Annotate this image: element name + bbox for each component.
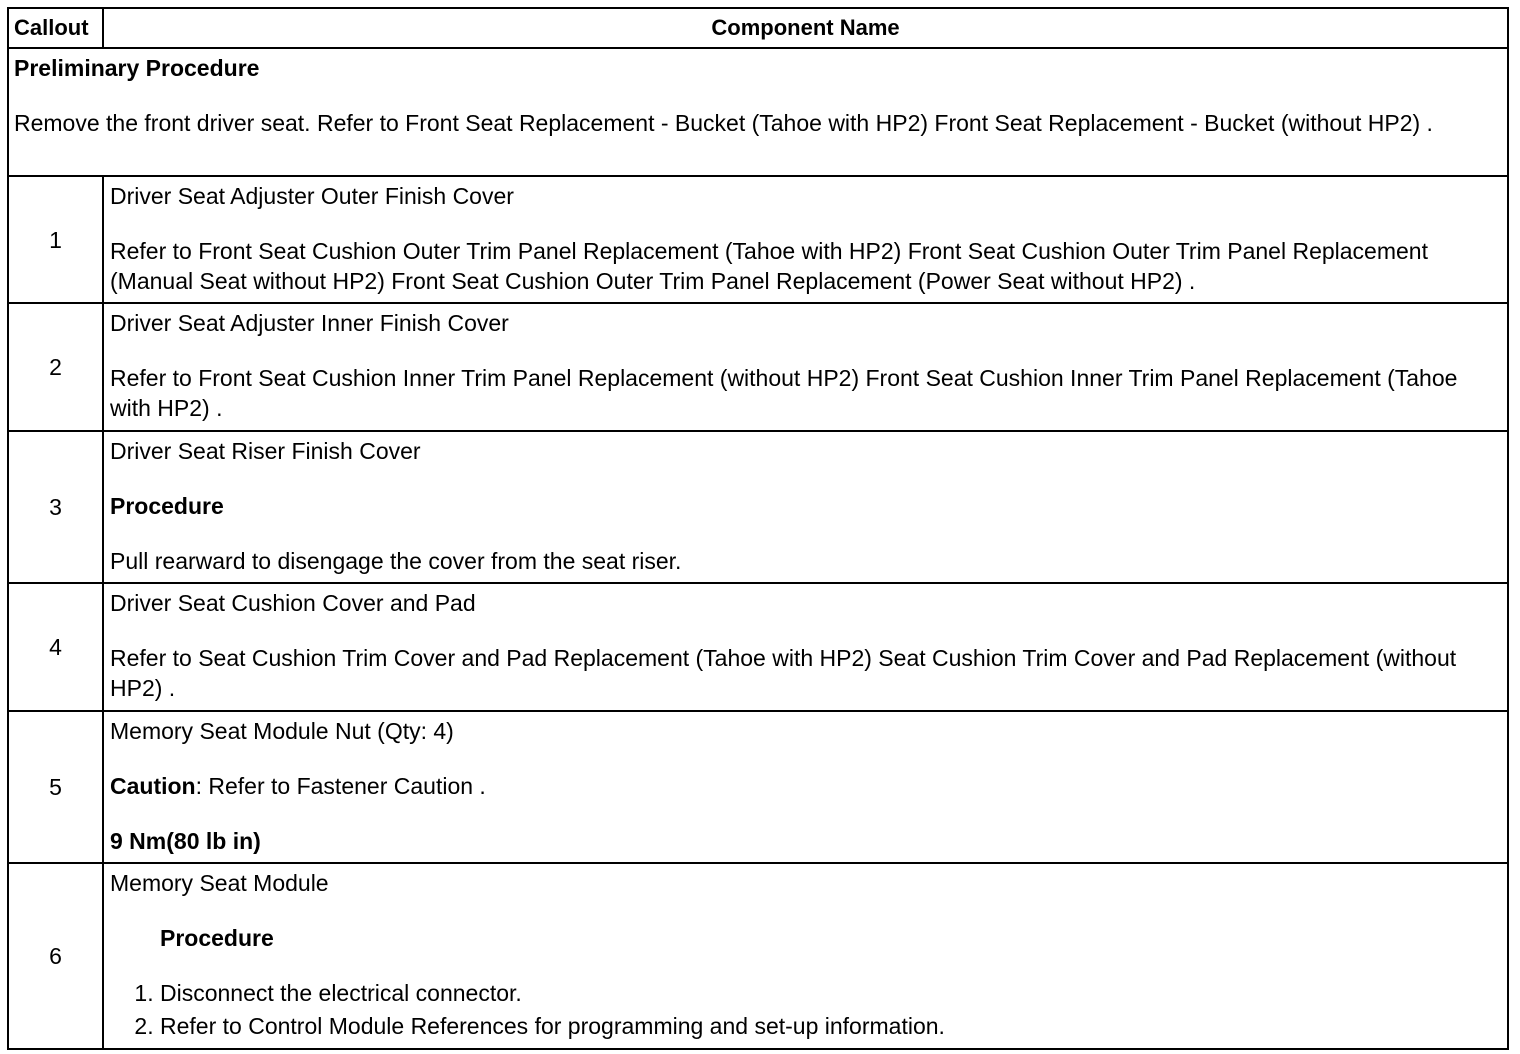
procedure-table (7, 7, 1509, 1050)
component-cell (103, 583, 1508, 711)
component-name: Driver Seat Riser Finish Cover (110, 438, 421, 464)
list-item: 2. Refer to Control Module References for programming and set-up information. (160, 1011, 1501, 1041)
component-cell (103, 303, 1508, 431)
caution-label: Caution (110, 773, 196, 799)
component-name: Driver Seat Cushion Cover and Pad (110, 590, 476, 616)
table-row (8, 303, 1508, 431)
component-name-header: Component Name (103, 8, 1508, 48)
callout-number: 6 (8, 863, 103, 1049)
component-name: Driver Seat Adjuster Outer Finish Cover (110, 183, 514, 209)
caution-text: : Refer to Fastener Caution . (195, 773, 486, 799)
callout-number: 4 (8, 583, 103, 711)
procedure-steps (110, 978, 1501, 1041)
component-name: Driver Seat Adjuster Inner Finish Cover (110, 310, 509, 336)
procedure-label: Procedure (110, 493, 224, 519)
callout-number: 1 (8, 176, 103, 303)
component-cell (103, 863, 1508, 1049)
callout-number: 2 (8, 303, 103, 431)
preliminary-title: Preliminary Procedure (14, 55, 260, 81)
preliminary-text: Remove the front driver seat. Refer to Front Seat Replacement - Bucket (Tahoe with HP2) Front Seat Replacement - Bucket (without HP2) . (14, 110, 1433, 136)
component-cell (103, 431, 1508, 583)
header-row (8, 8, 1508, 48)
table-row (8, 583, 1508, 711)
component-text: Refer to Seat Cushion Trim Cover and Pad Replacement (Tahoe with HP2) Seat Cushion Trim Cover and Pad Replacement (without HP2) . (110, 645, 1457, 701)
preliminary-cell (8, 48, 1508, 176)
component-cell (103, 176, 1508, 303)
caution-line (110, 771, 1501, 801)
callout-number: 3 (8, 431, 103, 583)
component-name: Memory Seat Module Nut (Qty: 4) (110, 718, 454, 744)
callout-number: 5 (8, 711, 103, 863)
component-name: Memory Seat Module (110, 870, 329, 896)
table-row (8, 431, 1508, 583)
callout-header: Callout (8, 8, 103, 48)
component-text: Refer to Front Seat Cushion Inner Trim Panel Replacement (without HP2) Front Seat Cushion Inner Trim Panel Replacement (Tahoe with HP2) . (110, 365, 1458, 421)
torque-spec: 9 Nm(80 lb in) (110, 828, 261, 854)
table-row (8, 176, 1508, 303)
list-item: 1. Disconnect the electrical connector. (160, 978, 1501, 1008)
table-row (8, 863, 1508, 1049)
component-cell (103, 711, 1508, 863)
table-row (8, 711, 1508, 863)
preliminary-row (8, 48, 1508, 176)
procedure-label: Procedure (160, 925, 274, 951)
component-text: Refer to Front Seat Cushion Outer Trim Panel Replacement (Tahoe with HP2) Front Seat Cushion Outer Trim Panel Replacement (Manual Seat without HP2) Front Seat Cushion Outer Trim Panel Replacement (Power Seat without HP2) . (110, 238, 1428, 294)
component-text: Pull rearward to disengage the cover from the seat riser. (110, 548, 682, 574)
